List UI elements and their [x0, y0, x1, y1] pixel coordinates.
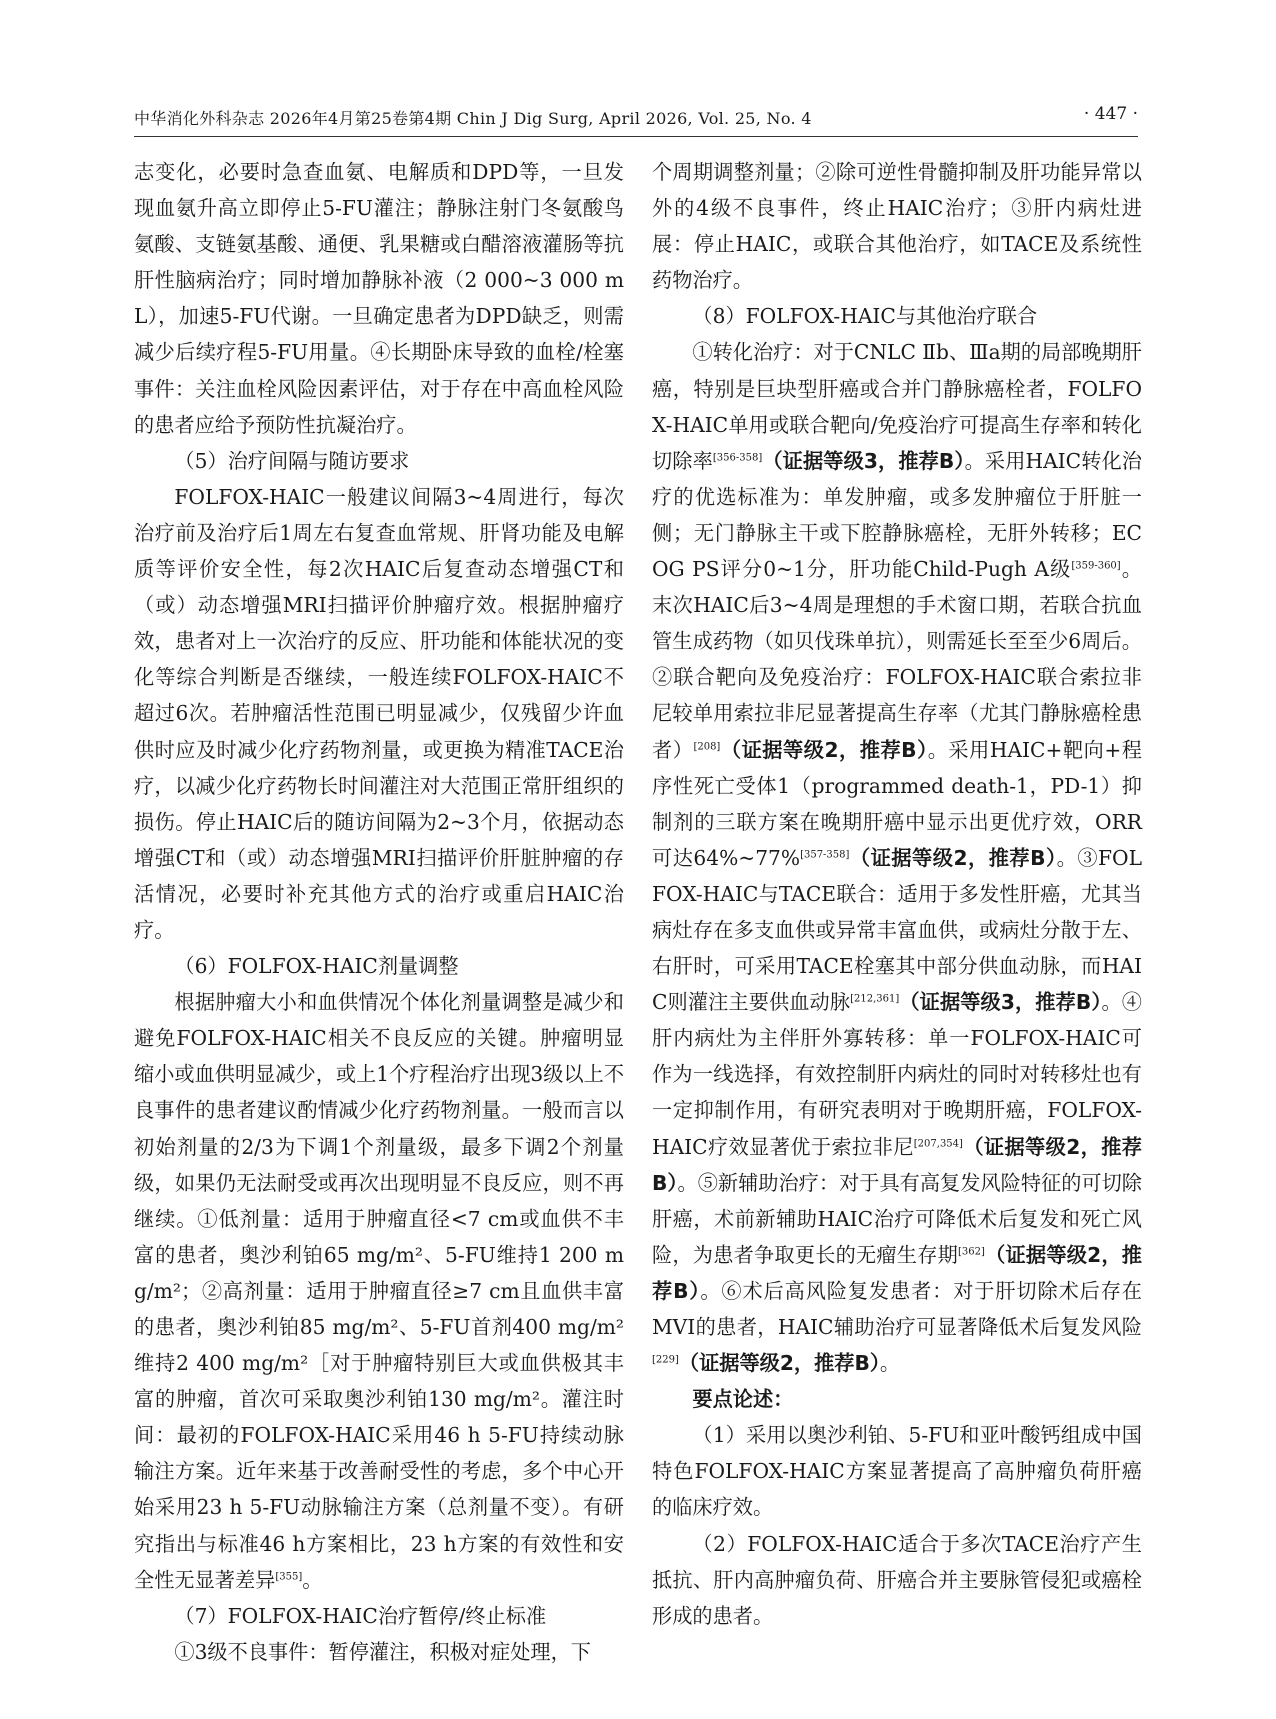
right-column	[652, 154, 1142, 1634]
evidence-level: （证据等级2，推荐B）	[678, 1351, 880, 1376]
section-heading-8: （8）FOLFOX-HAIC与其他治疗联合	[692, 304, 1038, 329]
reference: [357-358]	[800, 849, 850, 861]
paragraph-combination: ①转化治疗：对于CNLC Ⅱb、Ⅲa期的局部晚期肝癌，特别是巨块型肝癌或合并门静脉癌栓者，FOLFOX-HAIC单用或联合靶向/免疫治疗可提高生存率和转化切除率[356-358]（证据等级3，推荐B）。采用HAIC转化治疗的优选标准为：单发肿瘤，或多发肿瘤位于肝脏一侧；无门静脉主干或下腔静脉癌栓，无肝外转移；ECOG PS评分0~1分，肝功能Child-Pugh A级[359-360]。末次HAIC后3~4周是理想的手术窗口期，若联合抗血管生成药物（如贝伐珠单抗），则需延长至至少6周后。②联合靶向及免疫治疗：FOLFOX-HAIC联合索拉非尼较单用索拉非尼显著提高生存率（尤其门静脉癌栓患者）[208]（证据等级2，推荐B）。采用HAIC+靶向+程序性死亡受体1（programmed death-1，PD-1）抑制剂的三联方案在晚期肝癌中显示出更优疗效，ORR可达64%~77%[357-358]（证据等级2，推荐B）。③FOLFOX-HAIC与TACE联合：适用于多发性肝癌，尤其当病灶存在多支血供或异常丰富血供，或病灶分散于左、右肝时，可采用TACE栓塞其中部分供血动脉，而HAIC则灌注主要供血动脉[212,361]（证据等级3，推荐B）。④肝内病灶为主伴肝外寡转移：单一FOLFOX-HAIC可作为一线选择，有效控制肝内病灶的同时对转移灶也有一定抑制作用，有研究表明对于晚期肝癌，FOLFOX-HAIC疗效显著优于索拉非尼[207,354]（证据等级2，推荐B）。⑤新辅助治疗：对于具有高复发风险特征的可切除肝癌，术前新辅助HAIC治疗可降低术后复发和死亡风险，为患者争取更长的无瘤生存期[362]（证据等级2，推荐B）。⑥术后高风险复发患者：对于肝切除术后存在MVI的患者，HAIC辅助治疗可显著降低术后复发风险[229]（证据等级2，推荐B）。	[652, 340, 1142, 1376]
left-column	[134, 154, 624, 1670]
page-number: · 447 ·	[1083, 104, 1138, 124]
paragraph-continued: 志变化，必要时急查血氨、电解质和DPD等，一旦发现血氨升高立即停止5-FU灌注；静脉注射门冬氨酸鸟氨酸、支链氨基酸、通便、乳果糖或白醋溶液灌肠等抗肝性脑病治疗；同时增加静脉补液（2 000~3 000 mL），加速5-FU代谢。一旦确定患者为DPD缺乏，则需减少后续疗程5-FU用量。④长期卧床导致的血栓/栓塞事件：关注血栓风险因素评估，对于存在中高血栓风险的患者应给予预防性抗凝治疗。	[134, 160, 624, 437]
header-rule	[134, 136, 1138, 137]
paragraph-stop: ①3级不良事件：暂停灌注，积极对症处理，下	[174, 1639, 591, 1664]
reference: [356-358]	[712, 452, 763, 464]
reference: [229]	[652, 1354, 679, 1366]
reference: [207,354]	[913, 1137, 963, 1149]
evidence-level: （证据等级3，推荐B）	[899, 990, 1102, 1015]
section-heading-7: （7）FOLFOX-HAIC治疗暂停/终止标准	[174, 1603, 547, 1628]
reference: [359-360]	[1071, 560, 1121, 572]
key-points-title: 要点论述：	[692, 1387, 794, 1412]
paragraph-stop-continued: 个周期调整剂量；②除可逆性骨髓抑制及肝功能异常以外的4级不良事件，终止HAIC治疗；③肝内病灶进展：停止HAIC，或联合其他治疗，如TACE及系统性药物治疗。	[652, 160, 1142, 293]
paragraph-interval: FOLFOX-HAIC一般建议间隔3~4周进行，每次治疗前及治疗后1周左右复查血常规、肝肾功能及电解质等评价安全性，每2次HAIC后复查动态增强CT和（或）动态增强MRI扫描评价肿瘤疗效。根据肿瘤疗效，患者对上一次治疗的反应、肝功能和体能状况的变化等综合判断是否继续，一般连续FOLFOX-HAIC不超过6次。若肿瘤活性范围已明显减少，仅残留少许血供时应及时减少化疗药物剂量，或更换为精准TACE治疗，以减少化疗药物长时间灌注对大范围正常肝组织的损伤。停止HAIC后的随访间隔为2~3个月，依据动态增强CT和（或）动态增强MRI扫描评价肝脏肿瘤的存活情况，必要时补充其他方式的治疗或重启HAIC治疗。	[134, 484, 624, 942]
key-point-1: （1）采用以奥沙利铂、5-FU和亚叶酸钙组成中国特色FOLFOX-HAIC方案显著提高了高肿瘤负荷肝癌的临床疗效。	[652, 1423, 1142, 1520]
evidence-level: （证据等级2，推荐B）	[720, 737, 928, 762]
dose-text: 根据肿瘤大小和血供情况个体化剂量调整是减少和避免FOLFOX-HAIC相关不良反应的关键。肿瘤明显缩小或血供明显减少，或上1个疗程治疗出现3级以上不良事件的患者建议酌情减少化疗药物剂量。一般而言以初始剂量的2/3为下调1个剂量级，最多下调2个剂量级，如果仍无法耐受或再次出现明显不良反应，则不再继续。①低剂量：适用于肿瘤直径<7 cm或血供不丰富的患者，奥沙利铂65 mg/m²、5-FU维持1 200 mg/m²；②高剂量：适用于肿瘤直径≥7 cm且血供丰富的患者，奥沙利铂85 mg/m²、5-FU首剂400 mg/m²维持2 400 mg/m²［对于肿瘤特别巨大或血供极其丰富的肿瘤，首次可采取奥沙利铂130 mg/m²。灌注时间：最初的FOLFOX-HAIC采用46 h 5-FU持续动脉输注方案。近年来基于改善耐受性的考虑，多个中心开始采用23 h 5-FU动脉输注方案（总剂量不变）。有研究指出与标准46 h方案相比，23 h方案的有效性和安全性无显著差异	[134, 990, 625, 1592]
paragraph-dose	[134, 984, 624, 1598]
section-heading-5: （5）治疗间隔与随访要求	[174, 448, 410, 473]
running-header	[134, 98, 1138, 138]
evidence-level: （证据等级2，推荐B）	[652, 1134, 1142, 1195]
dose-tail: 。	[302, 1567, 323, 1592]
reference: [208]	[693, 740, 721, 752]
journal-citation: 中华消化外科杂志 2026年4月第25卷第4期 Chin J Dig Surg, April 2026, Vol. 25, No. 4	[134, 109, 812, 128]
reference: [362]	[958, 1246, 985, 1258]
section-heading-6: （6）FOLFOX-HAIC剂量调整	[174, 954, 459, 979]
evidence-level: （证据等级2，推荐B）	[652, 1242, 1142, 1303]
reference-355: [355]	[275, 1570, 303, 1582]
reference: [212,361]	[850, 993, 900, 1005]
key-point-2: （2）FOLFOX-HAIC适合于多次TACE治疗产生抵抗、肝内高肿瘤负荷、肝癌合并主要脉管侵犯或癌栓形成的患者。	[652, 1531, 1142, 1628]
evidence-level: （证据等级3，推荐B）	[762, 448, 965, 473]
evidence-level: （证据等级2，推荐B）	[849, 845, 1057, 870]
